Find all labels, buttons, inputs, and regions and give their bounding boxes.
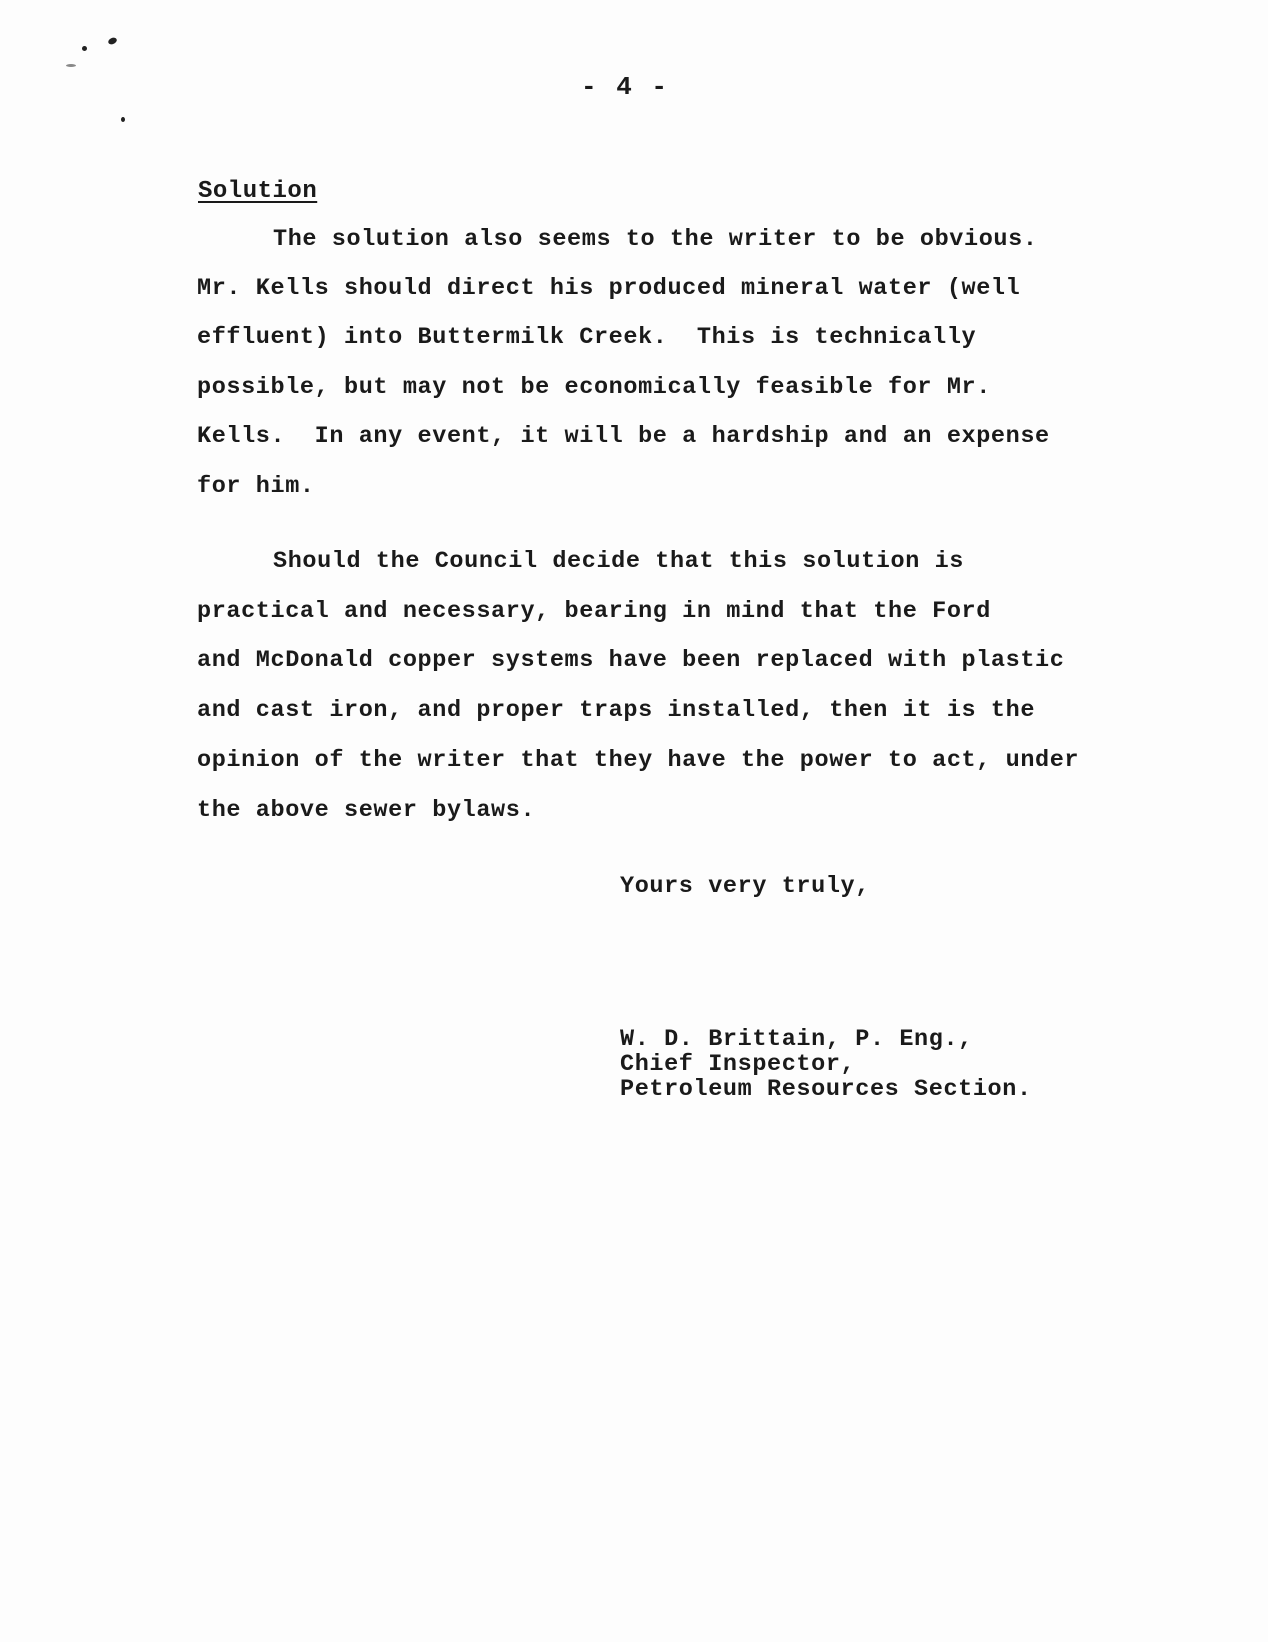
paragraph-line: effluent) into Buttermilk Creek. This is technically: [197, 324, 977, 351]
paragraph-line: and cast iron, and proper traps installed, then it is the: [197, 697, 1036, 724]
signature-name: W. D. Brittain, P. Eng.,: [620, 1026, 973, 1053]
paragraph-line: Mr. Kells should direct his produced mineral water (well: [197, 275, 1021, 302]
signature-department: Petroleum Resources Section.: [620, 1076, 1032, 1103]
paragraph-line: the above sewer bylaws.: [197, 797, 536, 824]
scan-speck: [107, 36, 118, 45]
signature-title: Chief Inspector,: [620, 1051, 856, 1078]
paragraph-line: opinion of the writer that they have the power to act, under: [197, 747, 1080, 774]
paragraph-line: possible, but may not be economically feasible for Mr.: [197, 374, 991, 401]
paragraph-line: The solution also seems to the writer to be obvious.: [273, 226, 1038, 253]
closing-salutation: Yours very truly,: [620, 873, 870, 900]
paragraph-line: Should the Council decide that this solution is: [273, 548, 965, 575]
page-number: - 4 -: [580, 72, 669, 102]
paragraph-line: for him.: [197, 473, 315, 500]
paragraph-line: practical and necessary, bearing in mind that the Ford: [197, 598, 991, 625]
paragraph-line: Kells. In any event, it will be a hardship and an expense: [197, 423, 1050, 450]
scan-speck: [66, 64, 76, 67]
paragraph-line: and McDonald copper systems have been replaced with plastic: [197, 647, 1065, 674]
scan-speck: [82, 46, 87, 51]
scan-speck: [121, 117, 125, 122]
section-heading: Solution: [198, 178, 318, 205]
